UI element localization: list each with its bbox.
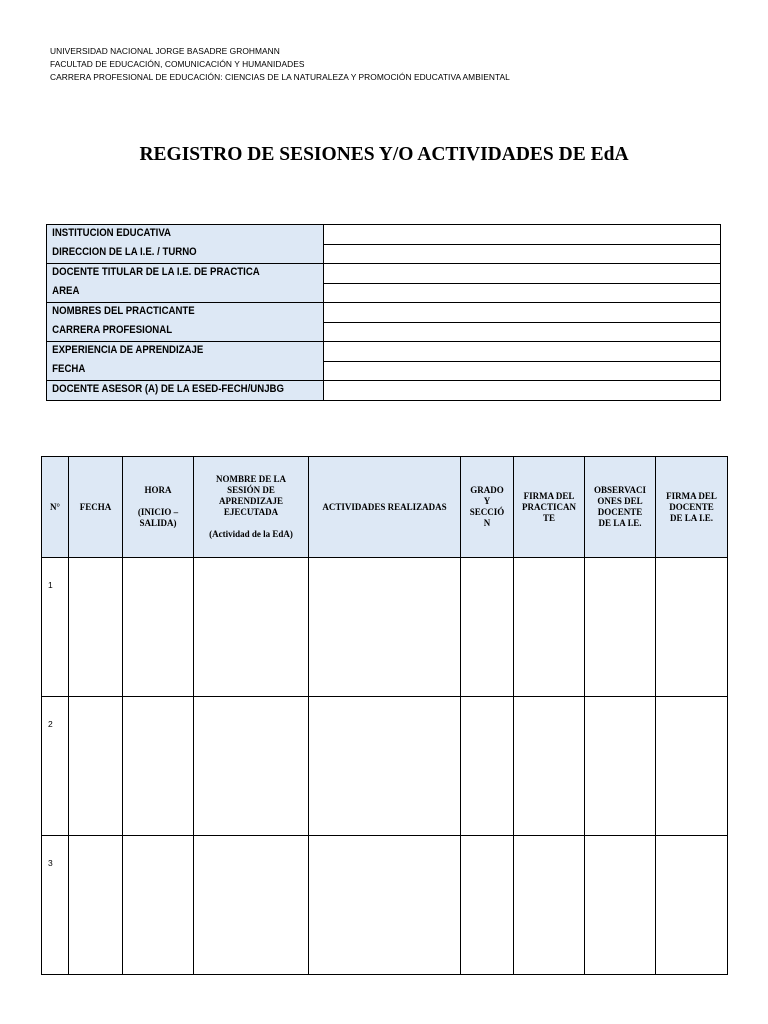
info-label: NOMBRES DEL PRACTICANTE [52,305,195,317]
info-label-cell [47,264,324,303]
column-header-text: N° [49,501,61,512]
table-cell[interactable] [123,558,194,697]
info-label: DOCENTE TITULAR DE LA I.E. DE PRACTICA [52,266,260,278]
info-value-field[interactable] [323,361,720,381]
column-header-text: DOCENTE [669,501,714,512]
career-name: CARRERA PROFESIONAL DE EDUCACIÓN: CIENCIAS DE LA NATURALEZA Y PROMOCIÓN EDUCATIVA AMBIENTAL [50,72,510,82]
table-row [42,697,728,836]
info-value-field[interactable] [323,264,720,284]
info-label: DOCENTE ASESOR (A) DE LA ESED-FECH/UNJBG [52,383,284,395]
column-header-text: FECHA [79,501,112,512]
column-header [309,457,461,558]
faculty-name: FACULTAD DE EDUCACIÓN, COMUNICACIÓN Y HUMANIDADES [50,59,305,69]
column-header [123,457,194,558]
column-header [656,457,728,558]
column-header-text [196,518,306,529]
table-cell[interactable] [309,558,461,697]
row-number: 2 [42,697,69,836]
university-name: UNIVERSIDAD NACIONAL JORGE BASADRE GROHMANN [50,46,280,56]
info-label-cell [47,303,324,342]
table-cell[interactable] [309,836,461,975]
table-cell[interactable] [69,558,123,697]
column-header-text: DE LA I.E. [669,512,713,523]
column-header-text: ONES DEL [597,496,643,506]
info-value-field[interactable] [323,342,720,362]
info-label: CARRERA PROFESIONAL [52,324,173,336]
column-header [461,457,514,558]
column-header-text: N [483,518,491,528]
column-header [194,457,309,558]
table-cell[interactable] [123,697,194,836]
column-header-text: HORA [144,485,172,495]
column-header [42,457,69,558]
column-header-text: SALIDA) [139,518,177,528]
table-cell[interactable] [69,697,123,836]
column-header-text: DOCENTE [597,507,643,517]
row-number: 1 [42,558,69,697]
table-cell[interactable] [194,558,309,697]
column-header [514,457,585,558]
column-header-text: TE [542,512,555,523]
table-cell[interactable] [309,697,461,836]
table-cell[interactable] [656,836,728,975]
info-label-cell [47,225,324,264]
table-row [42,558,728,697]
column-header-text: FIRMA DEL [523,490,575,501]
registro-table [41,456,728,975]
column-header [69,457,123,558]
info-value-field[interactable] [323,283,720,303]
table-cell[interactable] [69,836,123,975]
table-cell[interactable] [461,558,514,697]
info-value-field[interactable] [323,244,720,264]
institution-header [50,45,510,84]
column-header-text: EJECUTADA [223,507,279,517]
column-header-text: FIRMA DEL [666,490,717,501]
table-cell[interactable] [656,558,728,697]
column-header-text: GRADO [470,485,504,495]
info-row [47,225,721,245]
info-value-field[interactable] [323,303,720,323]
info-row [47,342,721,362]
column-header-text: ACTIVIDADES REALIZADAS [322,501,447,512]
table-cell[interactable] [461,836,514,975]
column-header-text: SECCIÓ [469,507,505,517]
table-cell[interactable] [123,836,194,975]
info-value-field[interactable] [323,322,720,342]
info-label: FECHA [52,363,86,375]
column-header-text: APRENDIZAJE [218,496,283,506]
info-row [47,303,721,323]
info-label: EXPERIENCIA DE APRENDIZAJE [52,344,204,356]
column-header-text [125,496,191,507]
table-cell[interactable] [585,836,656,975]
table-cell[interactable] [585,558,656,697]
info-label: INSTITUCION EDUCATIVA [52,227,172,239]
column-header-text: (Actividad de la EdA) [209,529,293,539]
table-cell[interactable] [194,836,309,975]
column-header-text: NOMBRE DE LA [215,474,286,484]
info-label: DIRECCION DE LA I.E. / TURNO [52,246,197,258]
info-value-field[interactable] [323,381,720,401]
column-header-text: Y [483,496,491,506]
column-header-text: (INICIO – [137,507,179,517]
document-title: REGISTRO DE SESIONES Y/O ACTIVIDADES DE EdA [139,144,629,165]
table-cell[interactable] [514,558,585,697]
column-header-text: SESIÓN DE [227,485,275,495]
table-cell[interactable] [656,697,728,836]
table-cell[interactable] [461,697,514,836]
column-header [585,457,656,558]
table-row [42,836,728,975]
table-cell[interactable] [514,836,585,975]
info-label-cell [47,342,324,381]
info-row [47,381,721,401]
info-value-field[interactable] [323,225,720,245]
table-cell[interactable] [194,697,309,836]
info-label-cell [47,381,324,401]
table-cell[interactable] [585,697,656,836]
table-cell[interactable] [514,697,585,836]
column-header-text: OBSERVACI [593,485,647,495]
info-table [46,224,721,401]
row-number: 3 [42,836,69,975]
column-header-text: DE LA I.E. [598,518,642,528]
info-label: AREA [52,285,80,297]
info-row [47,264,721,284]
column-header-text: PRACTICAN [522,501,576,512]
